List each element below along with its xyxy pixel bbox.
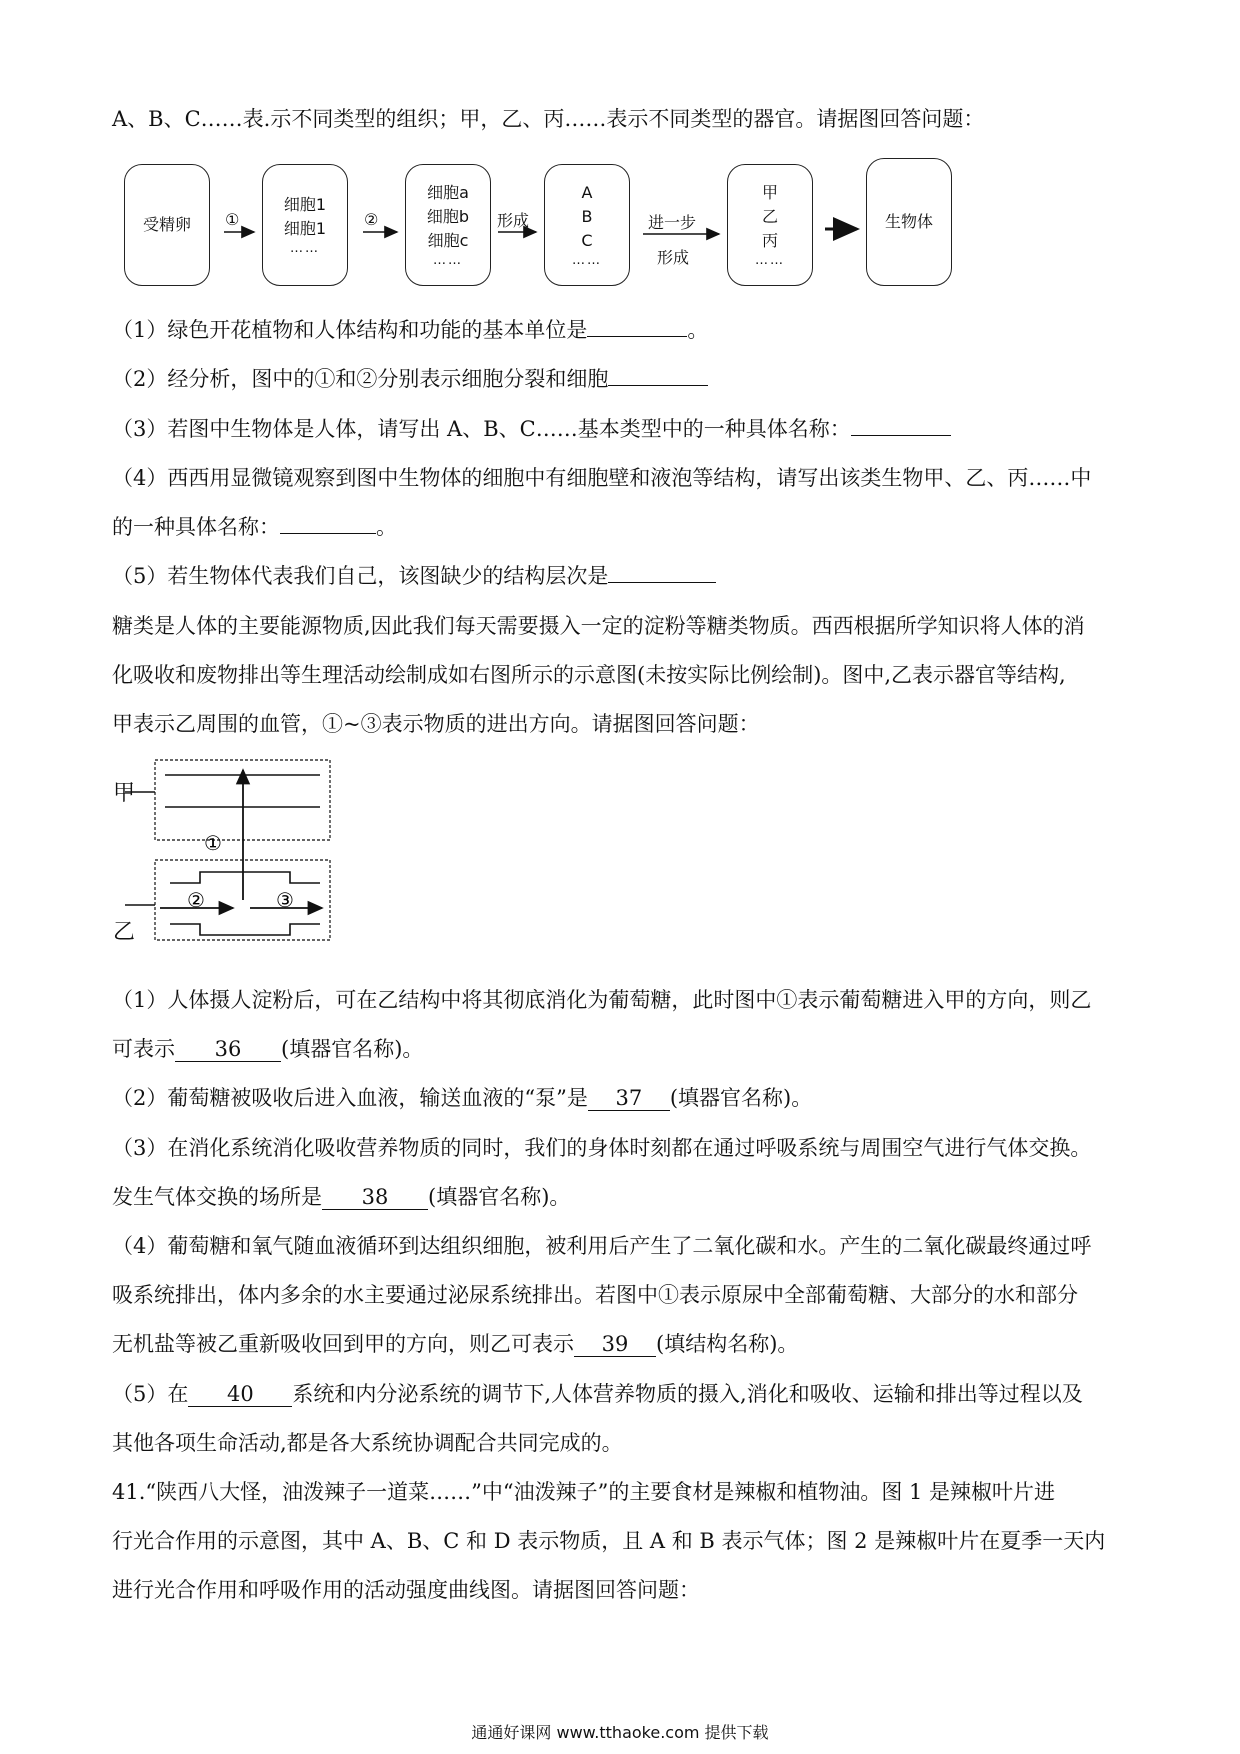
q3-text: （3）若图中生物体是人体，请写出 A、B、C……基本类型中的一种具体名称：	[112, 417, 851, 441]
flow-box5-item: 丙	[761, 231, 778, 250]
flow-box4-item: ……	[572, 253, 602, 268]
para2-line1: 糖类是人体的主要能源物质,因此我们每天需要摄入一定的淀粉等糖类物质。西西根据所学知识将人体的消	[112, 614, 1085, 638]
s3-text: 发生气体交换的场所是	[112, 1185, 322, 1209]
answer-blank[interactable]	[608, 385, 708, 386]
answer-blank[interactable]	[280, 533, 376, 534]
flow-box2-item: ……	[290, 241, 320, 256]
flow-arrows	[0, 0, 1240, 320]
flow-box3-item: 细胞b	[426, 207, 470, 226]
answer-blank[interactable]	[608, 582, 716, 583]
q41-line3: 进行光合作用和呼吸作用的活动强度曲线图。请据图回答问题：	[112, 1578, 700, 1602]
s3-line2	[112, 1182, 1132, 1212]
s4-line1: （4）葡萄糖和氧气随血液循环到达组织细胞，被利用后产生了二氧化碳和水。产生的二氧化碳最终通过呼	[112, 1234, 1092, 1258]
q41-line1: 41.“陕西八大怪，油泼辣子一道菜……”中“油泼辣子”的主要食材是辣椒和植物油。图 1 是辣椒叶片进	[112, 1480, 1056, 1504]
flow-box4-item: B	[581, 207, 593, 226]
flow-step3-label: 形成	[497, 211, 530, 230]
answer-37[interactable]: 37	[588, 1086, 670, 1111]
answer-blank[interactable]	[587, 336, 687, 337]
question-3	[112, 414, 1132, 444]
flow-box2-item: 细胞1	[283, 195, 327, 214]
q5-text: （5）若生物体代表我们自己，该图缺少的结构层次是	[112, 564, 609, 588]
s5-line1	[112, 1379, 1132, 1409]
s5-line2: 其他各项生命活动,都是各大系统协调配合共同完成的。	[112, 1431, 623, 1455]
para2-line3: 甲表示乙周围的血管，①~③表示物质的进出方向。请据图回答问题：	[112, 712, 760, 736]
answer-blank[interactable]	[851, 435, 951, 436]
q4-text: 的一种具体名称：	[112, 515, 280, 539]
flow-box5-item: 甲	[761, 183, 778, 202]
flow-box1-label: 受精卵	[142, 215, 191, 234]
flow-box2-item: 细胞1	[283, 219, 327, 238]
s5-text-rest: 系统和内分泌系统的调节下,人体营养物质的摄入,消化和吸收、运输和排出等过程以及	[292, 1382, 1083, 1406]
s4-text: 无机盐等被乙重新吸收回到甲的方向，则乙可表示	[112, 1332, 574, 1356]
q41-line2: 行光合作用的示意图，其中 A、B、C 和 D 表示物质，且 A 和 B 表示气体；图 2 是辣椒叶片在夏季一天内	[112, 1529, 1106, 1553]
organ-bottom-wall	[170, 924, 320, 935]
s5-text: （5）在	[112, 1382, 189, 1406]
flow-box6-label: 生物体	[884, 212, 933, 231]
absorption-diagram-figure	[100, 750, 360, 950]
q2-text: （2）经分析，图中的①和②分别表示细胞分裂和细胞	[112, 367, 609, 391]
label-yi: 乙	[113, 920, 136, 945]
answer-39[interactable]: 39	[574, 1332, 656, 1357]
flow-step1-label: ①	[225, 210, 240, 229]
footer-source: 通通好课网 www.tthaoke.com 提供下载	[471, 1723, 769, 1742]
question-1	[112, 315, 1132, 345]
s4-line2: 吸系统排出，体内多余的水主要通过泌尿系统排出。若图中①表示原尿中全部葡萄糖、大部分的水和部分	[112, 1283, 1078, 1307]
intro-text: A、B、C……表.示不同类型的组织；甲，乙、丙……表示不同类型的器官。请据图回答问题：	[112, 107, 985, 131]
flow-box5-item: ……	[755, 253, 785, 268]
flow-box3-item: 细胞c	[427, 231, 469, 250]
flow-box5-item: 乙	[761, 207, 778, 226]
num-2: ②	[187, 888, 205, 912]
s1-end: (填器官名称)。	[281, 1037, 424, 1061]
s4-end: (填结构名称)。	[656, 1332, 799, 1356]
s2	[112, 1083, 1132, 1113]
s1-line2	[112, 1034, 1132, 1064]
flow-box4-item: C	[581, 231, 593, 250]
answer-40[interactable]: 40	[188, 1382, 292, 1407]
question-4-line2	[112, 512, 1132, 542]
para2-line2: 化吸收和废物排出等生理活动绘制成如右图所示的示意图(未按实际比例绘制)。图中,乙表示器官等结构,	[112, 663, 1066, 687]
flow-step2-label: ②	[364, 210, 379, 229]
q4-end: 。	[376, 515, 397, 539]
num-1: ①	[204, 831, 222, 855]
label-jia: 甲	[113, 781, 136, 806]
flow-step4-top-label: 进一步	[648, 213, 697, 232]
organ-top-wall	[170, 872, 320, 883]
s1-line1: （1）人体摄人淀粉后，可在乙结构中将其彻底消化为葡萄糖，此时图中①表示葡萄糖进入甲的方向，则乙	[112, 988, 1092, 1012]
s2-end: (填器官名称)。	[669, 1086, 813, 1110]
flow-step4-bottom-label: 形成	[657, 248, 690, 267]
flow-box3-item: 细胞a	[427, 183, 469, 202]
s1-text: 可表示	[112, 1037, 175, 1061]
answer-36[interactable]: 36	[175, 1037, 281, 1062]
q1-end: 。	[687, 318, 709, 342]
answer-38[interactable]: 38	[322, 1185, 428, 1210]
s3-end: (填器官名称)。	[428, 1185, 571, 1209]
question-5	[112, 561, 1132, 591]
s3-line1: （3）在消化系统消化吸收营养物质的同时，我们的身体时刻都在通过呼吸系统与周围空气进行气体交换。	[112, 1136, 1092, 1160]
s4-line3	[112, 1329, 1132, 1359]
s2-text: （2）葡萄糖被吸收后进入血液，输送血液的“泵”是	[112, 1086, 588, 1110]
num-3: ③	[276, 888, 294, 912]
flow-box4-item: A	[581, 183, 593, 202]
question-4-line1: （4）西西用显微镜观察到图中生物体的细胞中有细胞壁和液泡等结构，请写出该类生物甲、乙、丙……中	[112, 466, 1092, 490]
q1-text: （1）绿色开花植物和人体结构和功能的基本单位是	[112, 318, 588, 342]
flow-box3-item: ……	[433, 253, 463, 268]
question-2	[112, 364, 1132, 394]
